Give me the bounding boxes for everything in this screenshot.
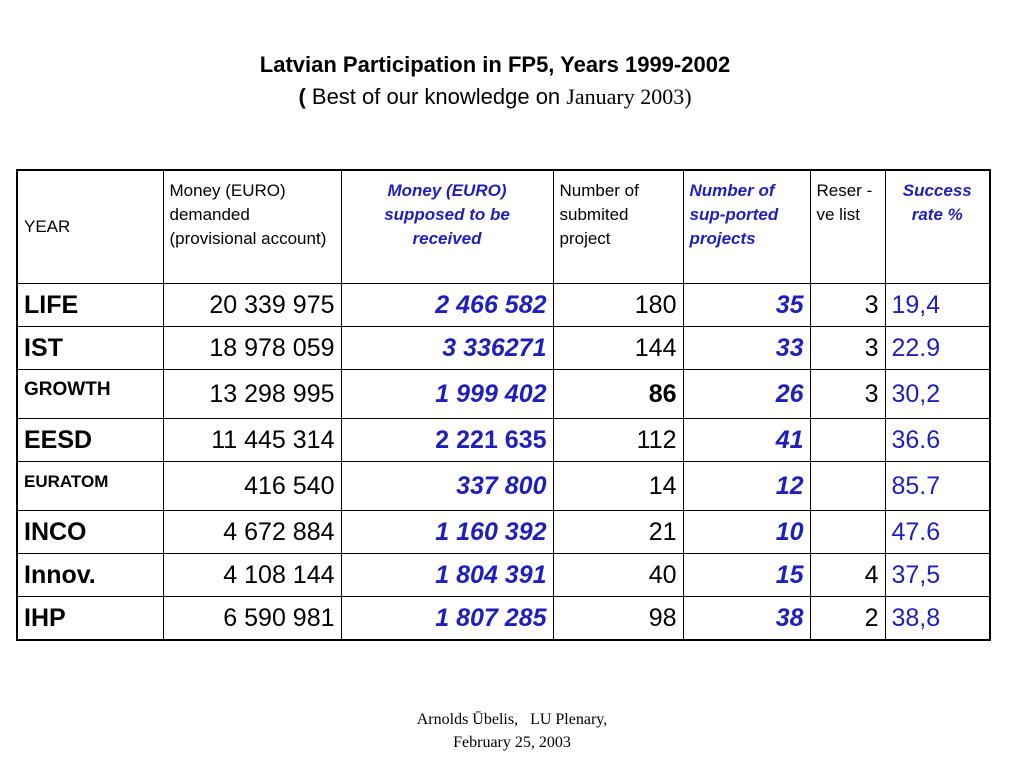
table-row bbox=[17, 462, 990, 511]
cell-success-rate: 85.7 bbox=[885, 462, 990, 511]
subtitle-year: 2003) bbox=[634, 84, 692, 109]
cell-success-rate: 30,2 bbox=[885, 370, 990, 419]
row-name: Innov. bbox=[17, 554, 163, 597]
row-name: LIFE bbox=[17, 284, 163, 327]
header-submitted: Number of submited project bbox=[553, 170, 683, 284]
cell-reserve bbox=[810, 511, 885, 554]
footer-author: Arnolds Ūbelis, LU Plenary, bbox=[416, 711, 608, 728]
page-subtitle bbox=[0, 82, 990, 112]
cell-supported: 15 bbox=[683, 554, 810, 597]
table-row bbox=[17, 554, 990, 597]
cell-reserve: 3 bbox=[810, 284, 885, 327]
row-name: EESD bbox=[17, 419, 163, 462]
cell-received: 1 999 402 bbox=[341, 370, 553, 419]
cell-received: 2 221 635 bbox=[341, 419, 553, 462]
cell-success-rate: 22.9 bbox=[885, 327, 990, 370]
cell-demanded: 4 672 884 bbox=[163, 511, 341, 554]
cell-success-rate: 19,4 bbox=[885, 284, 990, 327]
row-name: GROWTH bbox=[17, 370, 163, 419]
table-row bbox=[17, 419, 990, 462]
cell-received: 1 160 392 bbox=[341, 511, 553, 554]
page-title: Latvian Participation in FP5, Years 1999-2002 bbox=[259, 52, 731, 77]
row-name: EURATOM bbox=[17, 462, 163, 511]
footer bbox=[0, 708, 1024, 754]
cell-supported: 41 bbox=[683, 419, 810, 462]
cell-submitted: 98 bbox=[553, 597, 683, 641]
footer-date: February 25, 2003 bbox=[453, 734, 571, 751]
row-name: IHP bbox=[17, 597, 163, 641]
header-year: YEAR bbox=[17, 170, 163, 284]
table-row bbox=[17, 284, 990, 327]
cell-supported: 12 bbox=[683, 462, 810, 511]
cell-demanded: 20 339 975 bbox=[163, 284, 341, 327]
cell-reserve bbox=[810, 419, 885, 462]
subtitle-open-paren: ( bbox=[298, 84, 306, 109]
table-row bbox=[17, 370, 990, 419]
cell-submitted: 21 bbox=[553, 511, 683, 554]
cell-demanded: 11 445 314 bbox=[163, 419, 341, 462]
cell-demanded: 4 108 144 bbox=[163, 554, 341, 597]
cell-received: 1 804 391 bbox=[341, 554, 553, 597]
subtitle-month: January bbox=[566, 84, 635, 109]
cell-success-rate: 36.6 bbox=[885, 419, 990, 462]
cell-reserve: 3 bbox=[810, 370, 885, 419]
cell-supported: 38 bbox=[683, 597, 810, 641]
header-money-received: Money (EURO) supposed to be received bbox=[341, 170, 553, 284]
cell-submitted: 180 bbox=[553, 284, 683, 327]
row-name: INCO bbox=[17, 511, 163, 554]
cell-supported: 26 bbox=[683, 370, 810, 419]
header-money-demanded: Money (EURO) demanded (provisional account) bbox=[163, 170, 341, 284]
cell-demanded: 18 978 059 bbox=[163, 327, 341, 370]
subtitle-text: Best of our knowledge on bbox=[305, 84, 567, 109]
header-reserve: Reser -ve list bbox=[810, 170, 885, 284]
cell-received: 2 466 582 bbox=[341, 284, 553, 327]
cell-reserve bbox=[810, 462, 885, 511]
cell-demanded: 13 298 995 bbox=[163, 370, 341, 419]
cell-reserve: 2 bbox=[810, 597, 885, 641]
table-row bbox=[17, 327, 990, 370]
cell-reserve: 3 bbox=[810, 327, 885, 370]
cell-submitted: 86 bbox=[553, 370, 683, 419]
cell-supported: 33 bbox=[683, 327, 810, 370]
cell-submitted: 40 bbox=[553, 554, 683, 597]
cell-supported: 10 bbox=[683, 511, 810, 554]
cell-submitted: 144 bbox=[553, 327, 683, 370]
table-row bbox=[17, 511, 990, 554]
cell-received: 1 807 285 bbox=[341, 597, 553, 641]
row-name: IST bbox=[17, 327, 163, 370]
table-row bbox=[17, 597, 990, 641]
header-supported: Number of sup-ported projects bbox=[683, 170, 810, 284]
cell-received: 3 336271 bbox=[341, 327, 553, 370]
cell-success-rate: 38,8 bbox=[885, 597, 990, 641]
cell-reserve: 4 bbox=[810, 554, 885, 597]
cell-submitted: 14 bbox=[553, 462, 683, 511]
cell-success-rate: 47.6 bbox=[885, 511, 990, 554]
table-header-row bbox=[17, 170, 990, 284]
cell-submitted: 112 bbox=[553, 419, 683, 462]
cell-demanded: 416 540 bbox=[163, 462, 341, 511]
cell-demanded: 6 590 981 bbox=[163, 597, 341, 641]
header-success-rate: Success rate % bbox=[885, 170, 990, 284]
cell-success-rate: 37,5 bbox=[885, 554, 990, 597]
cell-supported: 35 bbox=[683, 284, 810, 327]
participation-table bbox=[16, 169, 991, 641]
cell-received: 337 800 bbox=[341, 462, 553, 511]
